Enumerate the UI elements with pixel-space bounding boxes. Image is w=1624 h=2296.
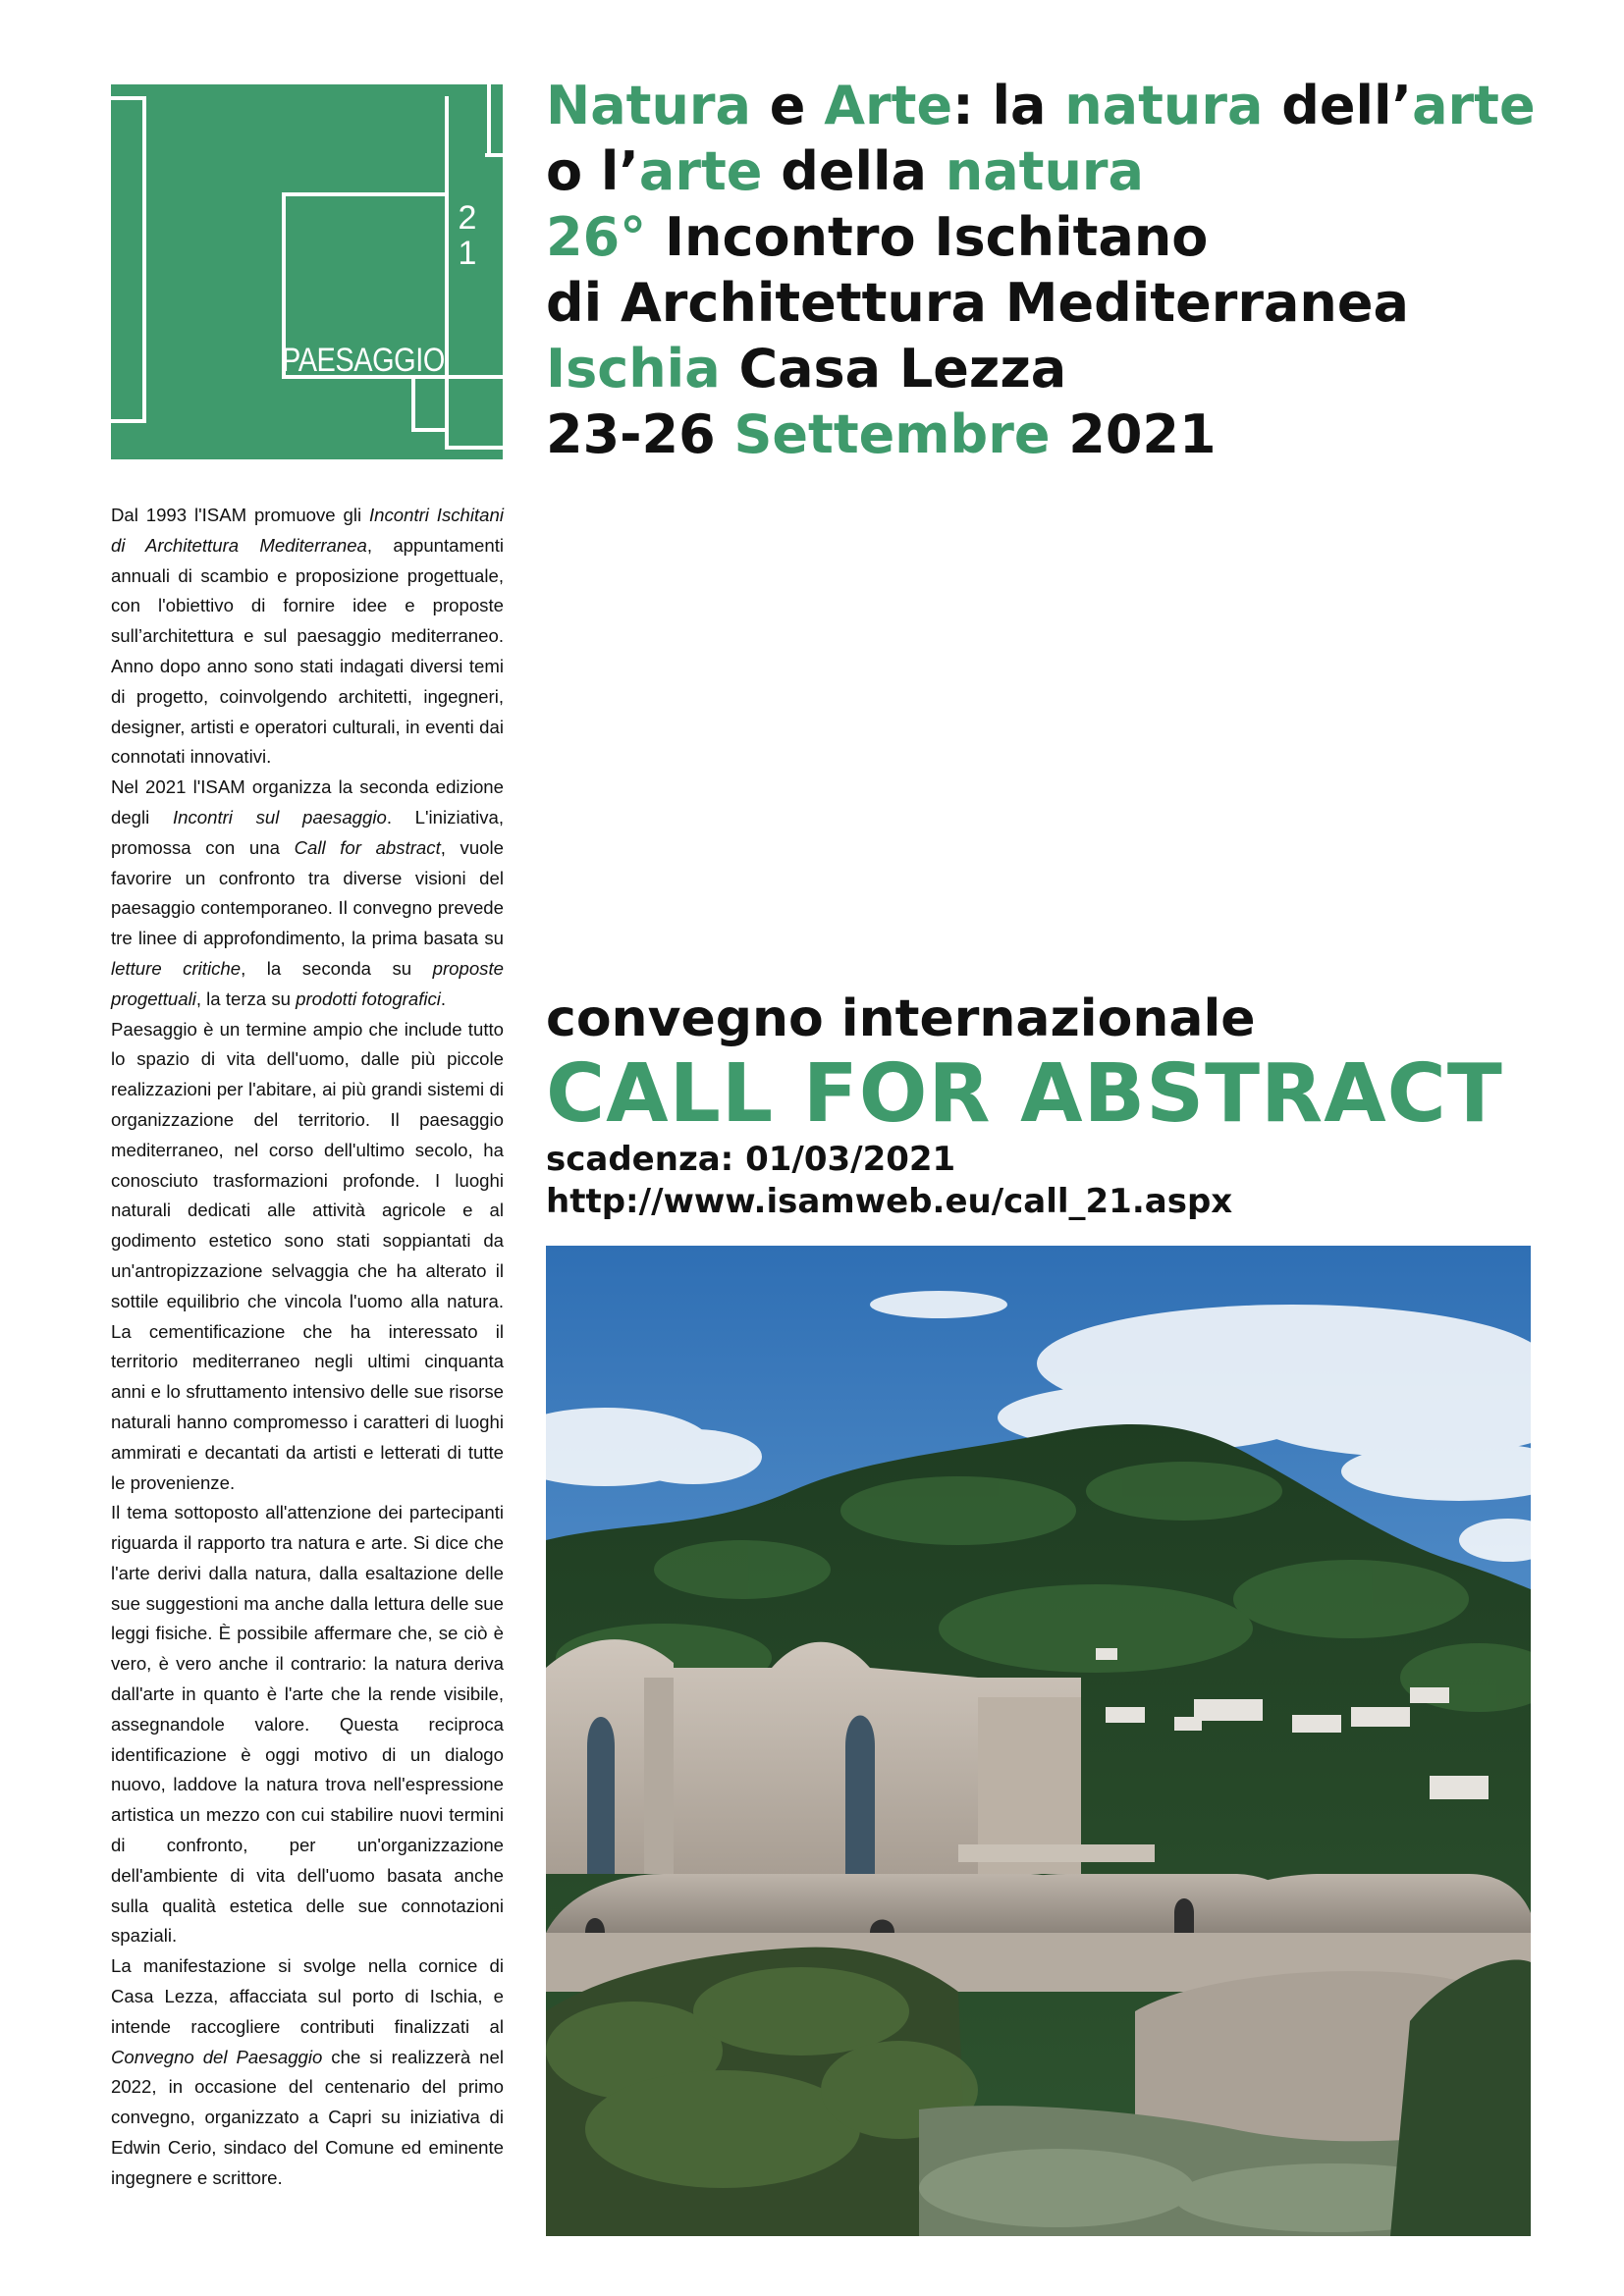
body-text-span: Dal 1993 l'ISAM promuove gli (111, 505, 369, 525)
body-text-span: , vuole favorire un confronto tra diverse visioni del paesaggio contemporaneo. Il convegno prevede tre linee di approfondimento, la prima basata su (111, 836, 504, 949)
body-text-span: . (440, 988, 447, 1009)
body-text-span: Nel 2021 l'ISAM organizza la seconda edizione degli (111, 776, 504, 828)
body-italic-text: proposte progettuali (111, 957, 504, 1009)
body-paragraph (111, 501, 504, 773)
logo-number (451, 200, 484, 271)
logo-number-top: 2 (458, 199, 477, 237)
heading-accent-text: Arte (824, 75, 953, 136)
heading-text: 2021 (1050, 403, 1217, 465)
body-text-span: , la seconda su (241, 957, 433, 979)
heading-text: dell’ (1263, 75, 1413, 136)
convegno-label: convegno internazionale (546, 989, 1256, 1048)
heading-line (546, 73, 1606, 138)
body-text-span: , appuntamenti annuali di scambio e proposizione progettuale, con l'obiettivo di fornire idee e proposte sull’architettura e sul paesaggio mediterraneo. Anno dopo anno sono stati indagati diversi temi di progetto, coinvolgendo architetti, ingegneri, designer, artisti e operatori culturali, in eventi dai connotati innovativi. (111, 534, 504, 768)
deadline-text: scadenza: 01/03/2021 (546, 1140, 956, 1179)
body-italic-text: prodotti fotografici (296, 988, 441, 1009)
body-text-span: Il tema sottoposto all'attenzione dei partecipanti riguarda il rapporto tra natura e arte. Si dice che l'arte derivi dalla natura, dalla esaltazione delle sue suggestioni ma anche dalla lettura delle sue leggi fisiche. È possibile affermare che, se ciò è vero, è vero anche il contrario: la natura deriva dall'arte in quanto è l'arte che la rende visibile, assegnandole valore. Questa reciproca identificazione è oggi motivo di un dialogo nuovo, laddove la natura trova nell'espressione artistica un mezzo con cui stabilire nuovi termini di confronto, per un'organizzazione dell'ambiente di vita dell'uomo basata anche sulla qualità estetica delle sue connotazioni spaziali. (111, 1502, 504, 1947)
body-italic-text: Incontri sul paesaggio (172, 806, 387, 828)
body-text-span: , la terza su (195, 988, 297, 1009)
logo-wordmark: PAESAGGIO (282, 342, 445, 379)
logo-number-bottom: 1 (458, 235, 477, 272)
body-text-span: . L'iniziativa, promossa con una (111, 806, 505, 858)
heading-text: Casa Lezza (720, 338, 1067, 400)
heading-accent-text: Settembre (733, 403, 1051, 465)
call-for-abstract-title: CALL FOR ABSTRACT (546, 1047, 1503, 1141)
heading-line (546, 270, 1606, 336)
body-italic-text: Incontri Ischitani di Architettura Mediterranea (111, 505, 504, 556)
body-paragraph (111, 1951, 504, 2193)
body-italic-text: Convegno del Paesaggio (111, 2046, 323, 2067)
heading-line (546, 204, 1606, 270)
heading-accent-text: natura (945, 140, 1144, 202)
event-heading (546, 73, 1606, 467)
heading-accent-text: natura (1064, 75, 1264, 136)
body-text-span: che si realizzerà nel 2022, in occasione del centenario del primo convegno, organizzato a Capri su iniziativa di Edwin Cerio, sindaco del Comune ed eminente ingegnere e scrittore. (111, 2046, 504, 2188)
website-link[interactable]: http://www.isamweb.eu/call_21.aspx (546, 1182, 1233, 1221)
heading-accent-text: Natura (546, 75, 751, 136)
body-text-span: Paesaggio è un termine ampio che include tutto lo spazio di vita dell'uomo, dalle più piccole realizzazioni per l'abitare, ai più grandi sistemi di organizzazione del territorio. Il paesaggio mediterraneo, nel corso dell'ultimo secolo, ha conosciuto trasformazioni profonde. I luoghi naturali dedicati alle attività agricole e al godimento estetico sono stati soppiantati da un'antropizzazione selvaggia che ha alterato il sottile equilibrio che vincola l'uomo alla natura. La cementificazione che ha interessato il territorio mediterraneo negli ultimi cinquanta anni e lo sfruttamento intensivo delle sue risorse naturali hanno compromesso i caratteri di luoghi ammirati e decantati da artisti e letterati di tutte le provenienze. (111, 1018, 504, 1493)
body-text-span: La manifestazione si svolge nella cornice di Casa Lezza, affacciata sul porto di Ischia, e intende raccogliere contributi finalizzati al (111, 1955, 504, 2037)
body-paragraph (111, 1015, 504, 1499)
body-italic-text: letture critiche (111, 957, 242, 979)
heading-accent-text: arte (1412, 75, 1536, 136)
heading-text: Incontro Ischitano (646, 206, 1209, 268)
body-paragraph (111, 1498, 504, 1951)
heading-accent-text: 26° (546, 206, 647, 268)
body-italic-text: Call for abstract (294, 836, 441, 858)
body-text (111, 501, 504, 2194)
heading-text: 23-26 (546, 403, 734, 465)
heading-line (546, 401, 1606, 467)
body-paragraph (111, 773, 504, 1014)
heading-accent-text: Ischia (546, 338, 721, 400)
heading-text: : la (952, 75, 1065, 136)
paesaggio-logo (111, 84, 503, 459)
landscape-photo (546, 1246, 1531, 2236)
heading-line (546, 336, 1606, 401)
heading-text: e (750, 75, 825, 136)
heading-accent-text: arte (638, 140, 763, 202)
heading-text: della (762, 140, 946, 202)
heading-line (546, 138, 1606, 204)
heading-text: di Architettura Mediterranea (546, 272, 1409, 334)
heading-text: o l’ (546, 140, 639, 202)
